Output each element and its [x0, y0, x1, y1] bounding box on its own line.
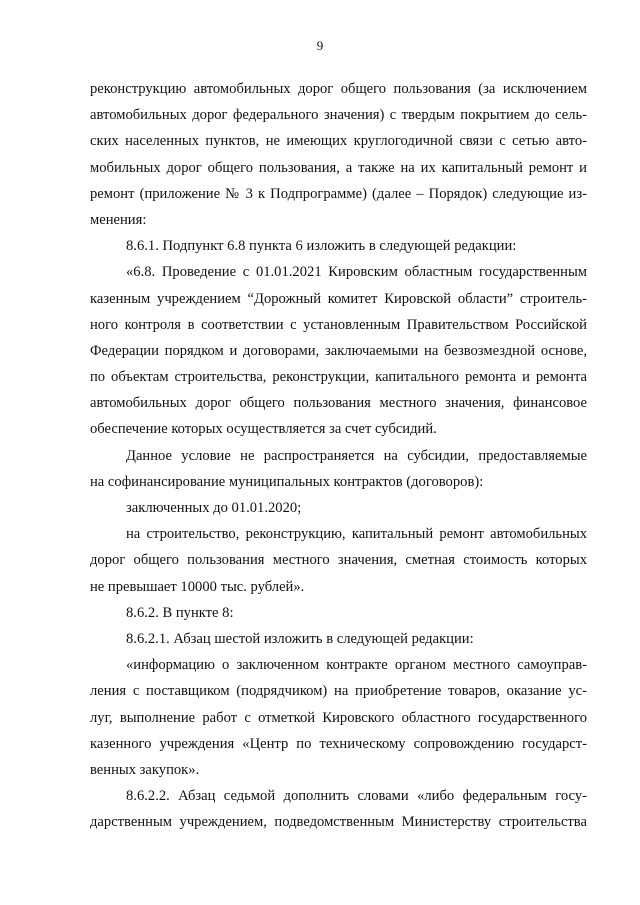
text-line: мобильных дорог общего пользования, а также на их капитальный ремонт и [90, 159, 587, 176]
text-line: на строительство, реконструкцию, капитальный ремонт автомобильных [126, 526, 587, 543]
text-line: ских населенных пунктов, не имеющих круглогодичной связи с сетью авто- [90, 133, 587, 150]
text-line: казенного учреждения «Центр по техническому сопровождению государст- [90, 735, 587, 752]
text-line: ремонт (приложение № 3 к Подпрограмме) (далее – Порядок) следующие из- [90, 185, 587, 202]
text-line: автомобильных дорог общего пользования местного значения, финансовое [90, 395, 587, 412]
text-line: по объектам строительства, реконструкции, капитального ремонта и ремонта [90, 369, 587, 386]
text-line: 8.6.2. В пункте 8: [126, 604, 234, 621]
text-line: «6.8. Проведение с 01.01.2021 Кировским областным государственным [126, 264, 587, 281]
text-line: дарственным учреждением, подведомственным Министерству строительства [90, 814, 587, 831]
text-line: дорог общего пользования местного значения, сметная стоимость которых [90, 552, 587, 569]
text-line: ного контроля в соответствии с установленным Правительством Российской [90, 316, 587, 333]
text-line: венных закупок». [90, 761, 200, 778]
text-line: ления с поставщиком (подрядчиком) на приобретение товаров, оказание ус- [90, 683, 587, 700]
text-line: 8.6.2.2. Абзац седьмой дополнить словами «либо федеральным госу- [126, 788, 587, 805]
text-line: реконструкцию автомобильных дорог общего пользования (за исключением [90, 81, 587, 97]
page-number: 9 [316, 38, 324, 53]
text-line: автомобильных дорог федерального значения) с твердым покрытием до сель- [90, 107, 587, 124]
text-line: обеспечение которых осуществляется за счет субсидий. [90, 421, 437, 438]
text-line: казенным учреждением “Дорожный комитет Кировской области” строитель- [90, 290, 587, 307]
text-line: «информацию о заключенном контракте органом местного самоуправ- [126, 657, 587, 674]
text-line: 8.6.1. Подпункт 6.8 пункта 6 изложить в следующей редакции: [126, 238, 517, 255]
text-line: заключенных до 01.01.2020; [126, 500, 302, 516]
text-line: Федерации порядком и договорами, заключаемыми на безвозмездной основе, [90, 342, 587, 359]
text-line: луг, выполнение работ с отметкой Кировского областного государственного [90, 709, 587, 726]
text-line: 8.6.2.1. Абзац шестой изложить в следующей редакции: [126, 630, 474, 647]
document-body [90, 76, 587, 835]
text-line: на софинансирование муниципальных контрактов (договоров): [90, 473, 484, 490]
text-line: Данное условие не распространяется на субсидии, предоставляемые [126, 447, 587, 464]
text-line: не превышает 10000 тыс. рублей». [90, 578, 305, 595]
text-line: менения: [90, 211, 147, 228]
